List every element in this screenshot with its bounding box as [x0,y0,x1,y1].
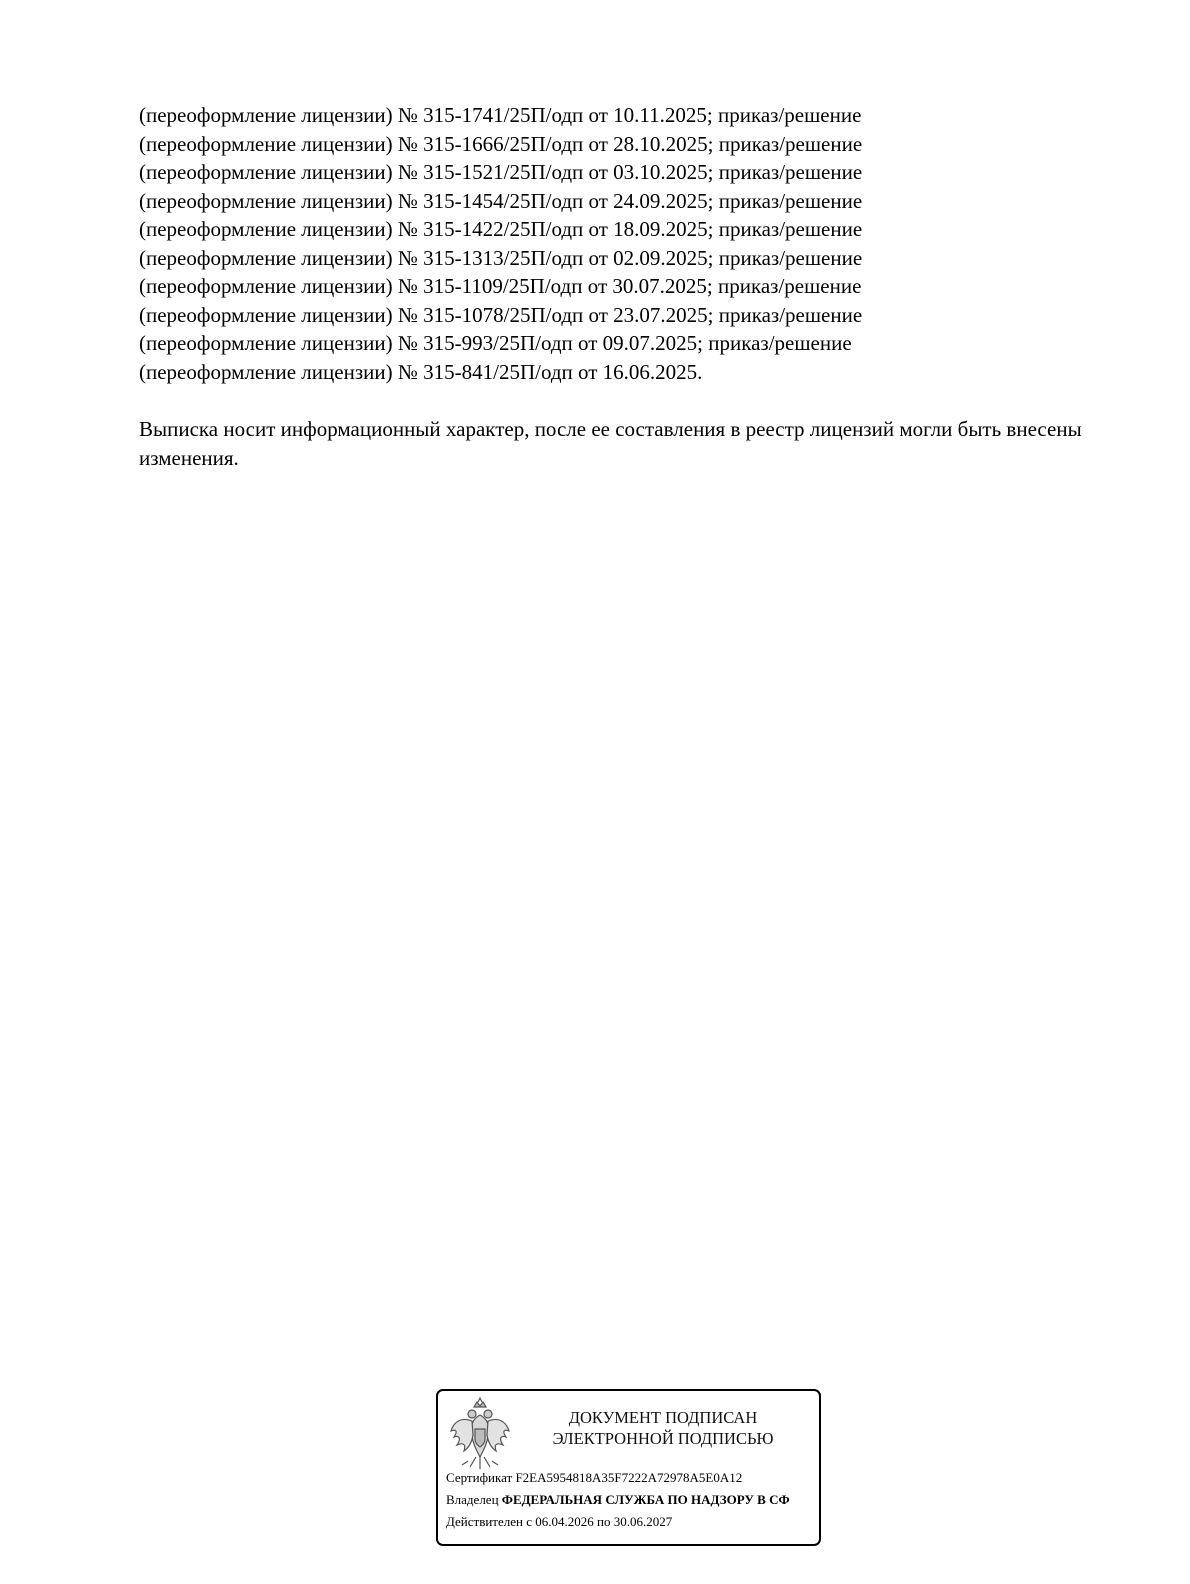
certificate-label: Сертификат [446,1470,513,1485]
coat-of-arms-icon [448,1397,512,1473]
list-item: (переоформление лицензии) № 315-1109/25П/одп от 30.07.2025; приказ/решение [139,274,862,298]
owner-label: Владелец [446,1492,499,1507]
list-item: (переоформление лицензии) № 315-1521/25П/одп от 03.10.2025; приказ/решение [139,160,863,184]
certificate-row [446,1469,742,1486]
list-item: (переоформление лицензии) № 315-1078/25П/одп от 23.07.2025; приказ/решение [139,302,863,327]
owner-row [446,1491,790,1508]
stamp-title [528,1407,798,1449]
list-item: (переоформление лицензии) № 315-1313/25П/одп от 02.09.2025; приказ/решение [139,245,863,270]
certificate-value: F2EA5954818A35F7222A72978A5E0A12 [515,1470,743,1485]
list-item: (переоформление лицензии) № 315-993/25П/одп от 09.07.2025; приказ/решение [139,331,852,355]
owner-value: ФЕДЕРАЛЬНАЯ СЛУЖБА ПО НАДЗОРУ В СФ [501,1492,790,1507]
disclaimer-note: Выписка носит информационный характер, после ее составления в реестр лицензий могли быть внесены изменения. [139,417,1082,470]
license-orders-list [139,101,1119,386]
list-item: (переоформление лицензии) № 315-1422/25П/одп от 18.09.2025; приказ/решение [139,217,863,241]
list-item: (переоформление лицензии) № 315-1454/25П/одп от 24.09.2025; приказ/решение [139,188,863,213]
stamp-title-line: ДОКУМЕНТ ПОДПИСАН [568,1408,758,1427]
electronic-signature-stamp [436,1389,821,1546]
stamp-title-line: ЭЛЕКТРОННОЙ ПОДПИСЬЮ [552,1429,774,1448]
list-item: (переоформление лицензии) № 315-841/25П/одп от 16.06.2025. [139,359,703,384]
list-item: (переоформление лицензии) № 315-1741/25П/одп от 10.11.2025; приказ/решение [139,103,862,127]
list-item: (переоформление лицензии) № 315-1666/25П/одп от 28.10.2025; приказ/решение [139,131,863,156]
validity-row: Действителен с 06.04.2026 по 30.06.2027 [446,1514,673,1529]
